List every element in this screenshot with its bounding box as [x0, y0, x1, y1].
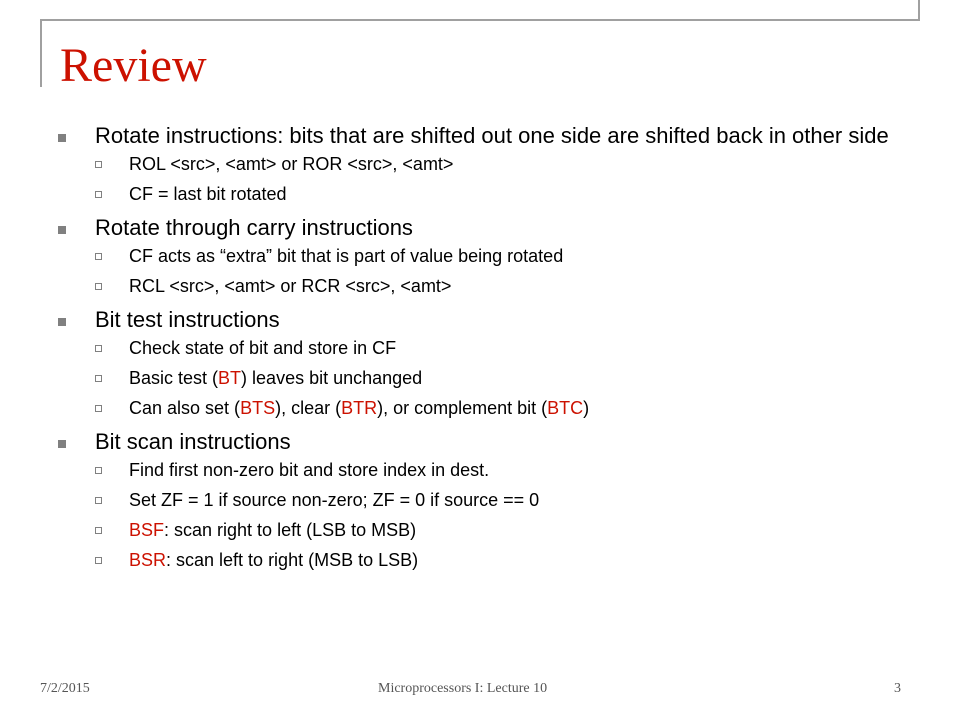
bullet-text: Bit scan instructions	[95, 429, 291, 454]
bullet-text: Rotate instructions: bits that are shifted out one side are shifted back in other side	[95, 123, 889, 148]
hollow-square-bullet-icon	[95, 405, 102, 412]
sub-bullet-item	[95, 485, 896, 515]
sub-bullet-item	[95, 393, 896, 423]
hollow-square-bullet-icon	[95, 345, 102, 352]
sub-bullet-text: ROL <src>, <amt> or ROR <src>, <amt>	[129, 154, 454, 174]
instruction-keyword: BSR	[129, 550, 167, 570]
sub-bullet-item	[95, 455, 896, 485]
sub-bullet-text: Check state of bit and store in CF	[129, 338, 397, 358]
hollow-square-bullet-icon	[95, 557, 102, 564]
footer-page-number: 3	[894, 681, 901, 696]
instruction-keyword: BSF	[129, 520, 165, 540]
hollow-square-bullet-icon	[95, 375, 102, 382]
sub-bullet-text: : scan left to right (MSB to LSB)	[166, 550, 419, 570]
slide-content	[56, 121, 896, 575]
sub-bullet-item	[95, 333, 896, 363]
hollow-square-bullet-icon	[95, 527, 102, 534]
bullet-item	[56, 217, 896, 301]
sub-bullet-item	[95, 149, 896, 179]
hollow-square-bullet-icon	[95, 497, 102, 504]
sub-bullet-item	[95, 545, 896, 575]
sub-bullet-text: )	[583, 398, 590, 418]
sub-bullet-text: ) leaves bit unchanged	[241, 368, 423, 388]
frame-left-line	[40, 19, 42, 87]
sub-bullet-item	[95, 363, 896, 393]
bullet-item	[56, 125, 896, 209]
sub-bullet-text: CF acts as “extra” bit that is part of value being rotated	[129, 246, 564, 266]
sub-bullet-list	[95, 149, 896, 209]
hollow-square-bullet-icon	[95, 283, 102, 290]
instruction-keyword: BTS	[240, 398, 276, 418]
instruction-keyword: BT	[218, 368, 242, 388]
footer-course: Microprocessors I: Lecture 10	[378, 681, 548, 696]
sub-bullet-text: ), or complement bit (	[377, 398, 548, 418]
square-bullet-icon	[58, 134, 66, 142]
bullet-item	[56, 309, 896, 423]
instruction-keyword: BTR	[341, 398, 378, 418]
square-bullet-icon	[58, 440, 66, 448]
sub-bullet-item	[95, 515, 896, 545]
square-bullet-icon	[58, 318, 66, 326]
sub-bullet-item	[95, 179, 896, 209]
sub-bullet-list	[95, 241, 896, 301]
sub-bullet-text: Can also set (	[129, 398, 241, 418]
sub-bullet-text: RCL <src>, <amt> or RCR <src>, <amt>	[129, 276, 452, 296]
slide-title: Review	[60, 39, 207, 92]
sub-bullet-item	[95, 271, 896, 301]
sub-bullet-list	[95, 333, 896, 423]
sub-bullet-text: CF = last bit rotated	[129, 184, 287, 204]
bullet-item	[56, 431, 896, 575]
sub-bullet-text: ), clear (	[275, 398, 342, 418]
sub-bullet-item	[95, 241, 896, 271]
sub-bullet-list	[95, 455, 896, 575]
frame-right-line	[918, 0, 920, 19]
square-bullet-icon	[58, 226, 66, 234]
sub-bullet-text: : scan right to left (LSB to MSB)	[164, 520, 417, 540]
hollow-square-bullet-icon	[95, 253, 102, 260]
hollow-square-bullet-icon	[95, 191, 102, 198]
bullet-text: Rotate through carry instructions	[95, 215, 413, 240]
hollow-square-bullet-icon	[95, 161, 102, 168]
bullet-text: Bit test instructions	[95, 307, 280, 332]
sub-bullet-text: Find first non-zero bit and store index in dest.	[129, 460, 490, 480]
hollow-square-bullet-icon	[95, 467, 102, 474]
footer-date: 7/2/2015	[40, 681, 90, 696]
frame-top-line	[40, 19, 920, 21]
sub-bullet-text: Set ZF = 1 if source non-zero; ZF = 0 if source == 0	[129, 490, 540, 510]
sub-bullet-text: Basic test (	[129, 368, 219, 388]
instruction-keyword: BTC	[547, 398, 584, 418]
